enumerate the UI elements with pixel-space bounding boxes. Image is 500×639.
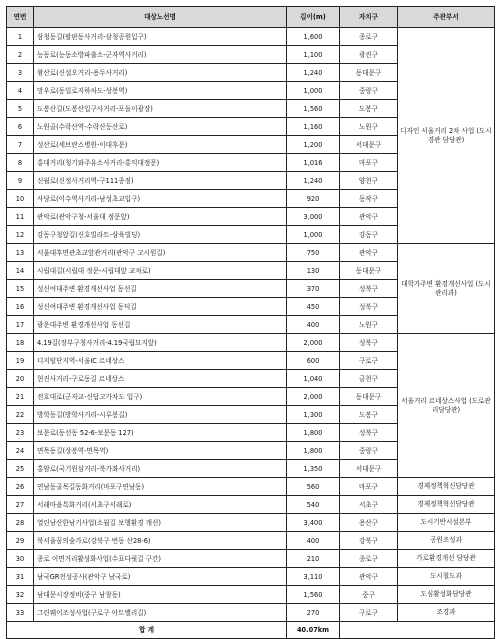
department-cell: 경제정책혁신담당관 [398, 496, 495, 514]
route-district: 노원구 [340, 316, 398, 334]
route-length: 560 [287, 478, 340, 496]
total-row [7, 622, 495, 639]
route-district: 양천구 [340, 172, 398, 190]
route-name: 능동로(능동소방파출소-군자역사거리) [34, 46, 287, 64]
table-row [7, 514, 495, 532]
table-row [7, 604, 495, 622]
route-length: 450 [287, 298, 340, 316]
table-container [6, 6, 494, 639]
row-number: 9 [7, 172, 34, 190]
route-length: 750 [287, 244, 340, 262]
row-number: 33 [7, 604, 34, 622]
route-length: 210 [287, 550, 340, 568]
route-name: 성신여대주변 환경개선사업 동덕길 [34, 298, 287, 316]
route-district: 동대문구 [340, 388, 398, 406]
route-district: 구로구 [340, 352, 398, 370]
route-district: 성북구 [340, 424, 398, 442]
route-name: 그린웨이조성사업(구로구 아트밸리길) [34, 604, 287, 622]
department-cell: 도시기반시설본부 [398, 514, 495, 532]
header-route-name: 대상노선명 [34, 7, 287, 28]
route-district: 관악구 [340, 244, 398, 262]
row-number: 19 [7, 352, 34, 370]
route-name: 관악로(관악구청-서울대 정문앞) [34, 208, 287, 226]
route-length: 1,800 [287, 442, 340, 460]
route-district: 강동구 [340, 226, 398, 244]
table-row [7, 334, 495, 352]
total-empty-cell [340, 622, 495, 639]
route-name: 남대문시장정비(중구 남창동) [34, 586, 287, 604]
row-number: 7 [7, 136, 34, 154]
route-name: 망우로(동일로지하차도-상봉역) [34, 82, 287, 100]
header-department: 주관부서 [398, 7, 495, 28]
route-name: 연남동골목길동화거리(마포구연남동) [34, 478, 287, 496]
route-name: 시립대길(시립대 정문-시립대앞 교차로) [34, 262, 287, 280]
route-district: 종로구 [340, 550, 398, 568]
route-length: 1,240 [287, 172, 340, 190]
table-row [7, 496, 495, 514]
total-length: 40.07km [287, 622, 340, 639]
route-length: 920 [287, 190, 340, 208]
route-length: 1,560 [287, 100, 340, 118]
row-number: 5 [7, 100, 34, 118]
table-row [7, 478, 495, 496]
row-number: 28 [7, 514, 34, 532]
row-number: 18 [7, 334, 34, 352]
route-district: 광진구 [340, 46, 398, 64]
route-name: 면목동길(상봉역-면목역) [34, 442, 287, 460]
route-length: 3,400 [287, 514, 340, 532]
route-length: 1,240 [287, 64, 340, 82]
route-length: 1,600 [287, 28, 340, 46]
table-row [7, 244, 495, 262]
route-name: 방학동길(방학사거리-시루봉길) [34, 406, 287, 424]
route-name: 신월로(신정사거리역-구111종점) [34, 172, 287, 190]
header-length: 길이(m) [287, 7, 340, 28]
row-number: 6 [7, 118, 34, 136]
row-number: 2 [7, 46, 34, 64]
route-length: 1,016 [287, 154, 340, 172]
route-name: 삼청동길(팔판동사거리-삼청공원입구) [34, 28, 287, 46]
route-name: 노원골(수락산역-수락산등산로) [34, 118, 287, 136]
route-length: 3,110 [287, 568, 340, 586]
route-length: 2,000 [287, 388, 340, 406]
route-length: 1,800 [287, 424, 340, 442]
route-name: 전호대로(군자교-신답고가차도 입구) [34, 388, 287, 406]
table-row [7, 568, 495, 586]
row-number: 29 [7, 532, 34, 550]
route-name: 홍대거리(청기와주유소사거리-홍익대정문) [34, 154, 287, 172]
route-name: 열린남산한남기사업(소월길 보행환경 개선) [34, 514, 287, 532]
route-district: 관악구 [340, 568, 398, 586]
row-number: 4 [7, 82, 34, 100]
route-length: 1,560 [287, 586, 340, 604]
department-cell: 가로환경개선 담당관 [398, 550, 495, 568]
department-cell: 디자인 서울거리 2차 사업 (도시경관 담당관) [398, 28, 495, 244]
route-name: 광운대주변 환경개선사업 동선길 [34, 316, 287, 334]
route-name: 서래마을특화거리(서초구서래로) [34, 496, 287, 514]
department-cell: 공원조성과 [398, 532, 495, 550]
row-number: 27 [7, 496, 34, 514]
header-no: 연번 [7, 7, 34, 28]
row-number: 16 [7, 298, 34, 316]
route-length: 400 [287, 532, 340, 550]
route-district: 중랑구 [340, 82, 398, 100]
route-district: 마포구 [340, 478, 398, 496]
route-name: 4.19길(장부구청사거리-4.19국립묘지앞) [34, 334, 287, 352]
route-district: 용산구 [340, 514, 398, 532]
department-cell: 도심활성화담당관 [398, 586, 495, 604]
table-header-row [7, 7, 495, 28]
department-cell: 도시철도과 [398, 568, 495, 586]
row-number: 15 [7, 280, 34, 298]
route-length: 370 [287, 280, 340, 298]
route-length: 400 [287, 316, 340, 334]
route-district: 마포구 [340, 154, 398, 172]
route-length: 1,350 [287, 460, 340, 478]
row-number: 20 [7, 370, 34, 388]
route-name: 왕산로(신설오거리-용두사거리) [34, 64, 287, 82]
route-district: 도봉구 [340, 100, 398, 118]
row-number: 14 [7, 262, 34, 280]
row-number: 17 [7, 316, 34, 334]
route-district: 구로구 [340, 604, 398, 622]
route-district: 종로구 [340, 28, 398, 46]
route-name: 사당로(이수역사거리-남성초교입구) [34, 190, 287, 208]
route-district: 성북구 [340, 280, 398, 298]
route-table [6, 6, 495, 639]
row-number: 22 [7, 406, 34, 424]
route-name: 성신여대주변 환경개선사업 동선길 [34, 280, 287, 298]
route-length: 1,160 [287, 118, 340, 136]
route-district: 노원구 [340, 118, 398, 136]
route-district: 성북구 [340, 334, 398, 352]
department-cell: 서울거리 르네상스사업 (도로관리담당관) [398, 334, 495, 478]
route-district: 동작구 [340, 190, 398, 208]
route-length: 1,000 [287, 82, 340, 100]
route-length: 540 [287, 496, 340, 514]
route-length: 270 [287, 604, 340, 622]
route-name: 서울대후면관초교앞관거리(관악구 고시원길) [34, 244, 287, 262]
route-length: 1,040 [287, 370, 340, 388]
row-number: 31 [7, 568, 34, 586]
route-district: 중구 [340, 586, 398, 604]
row-number: 12 [7, 226, 34, 244]
row-number: 8 [7, 154, 34, 172]
route-district: 동대문구 [340, 262, 398, 280]
row-number: 30 [7, 550, 34, 568]
table-row [7, 550, 495, 568]
department-cell: 조경과 [398, 604, 495, 622]
route-district: 서대문구 [340, 460, 398, 478]
route-length: 600 [287, 352, 340, 370]
route-name: 현진사거리-구로동길 르네상스 [34, 370, 287, 388]
department-cell: 경제정책혁신담당관 [398, 478, 495, 496]
row-number: 23 [7, 424, 34, 442]
route-length: 3,000 [287, 208, 340, 226]
route-name: 홍암로(국기원삼거리-북가좌사거리) [34, 460, 287, 478]
row-number: 1 [7, 28, 34, 46]
table-body [7, 28, 495, 639]
route-length: 1,300 [287, 406, 340, 424]
row-number: 25 [7, 460, 34, 478]
row-number: 11 [7, 208, 34, 226]
row-number: 24 [7, 442, 34, 460]
route-district: 서대문구 [340, 136, 398, 154]
table-row [7, 586, 495, 604]
route-district: 도봉구 [340, 406, 398, 424]
route-name: 보문로(동선동 52-6-보문동 127) [34, 424, 287, 442]
route-name: 남국GR전성공사(관악구 남국로) [34, 568, 287, 586]
row-number: 13 [7, 244, 34, 262]
total-label: 합 계 [7, 622, 287, 639]
row-number: 26 [7, 478, 34, 496]
route-name: 성산로(세브란스병원-이대후문) [34, 136, 287, 154]
row-number: 32 [7, 586, 34, 604]
department-cell: 대학가주변 환경개선사업 (도시관리과) [398, 244, 495, 334]
route-district: 서초구 [340, 496, 398, 514]
route-district: 금천구 [340, 370, 398, 388]
table-row [7, 28, 495, 46]
route-name: 종로 이면거리활성화사업(수표다릿길 구간) [34, 550, 287, 568]
table-row [7, 532, 495, 550]
route-length: 1,000 [287, 226, 340, 244]
route-name: 북서울꿈의숲가로(강북구 번동 산28-6) [34, 532, 287, 550]
route-name: 디지털단지역-서울IC 르네상스 [34, 352, 287, 370]
row-number: 21 [7, 388, 34, 406]
route-district: 성북구 [340, 298, 398, 316]
route-length: 2,000 [287, 334, 340, 352]
header-district: 자치구 [340, 7, 398, 28]
row-number: 3 [7, 64, 34, 82]
row-number: 10 [7, 190, 34, 208]
route-length: 1,200 [287, 136, 340, 154]
route-district: 관악구 [340, 208, 398, 226]
route-length: 1,100 [287, 46, 340, 64]
route-length: 130 [287, 262, 340, 280]
route-district: 강북구 [340, 532, 398, 550]
route-name: 도봉산길(도봉산입구사거리-포돌이광장) [34, 100, 287, 118]
route-district: 동대문구 [340, 64, 398, 82]
route-name: 강동구청앞길(신호빌라트-삼육빌딩) [34, 226, 287, 244]
route-district: 중랑구 [340, 442, 398, 460]
